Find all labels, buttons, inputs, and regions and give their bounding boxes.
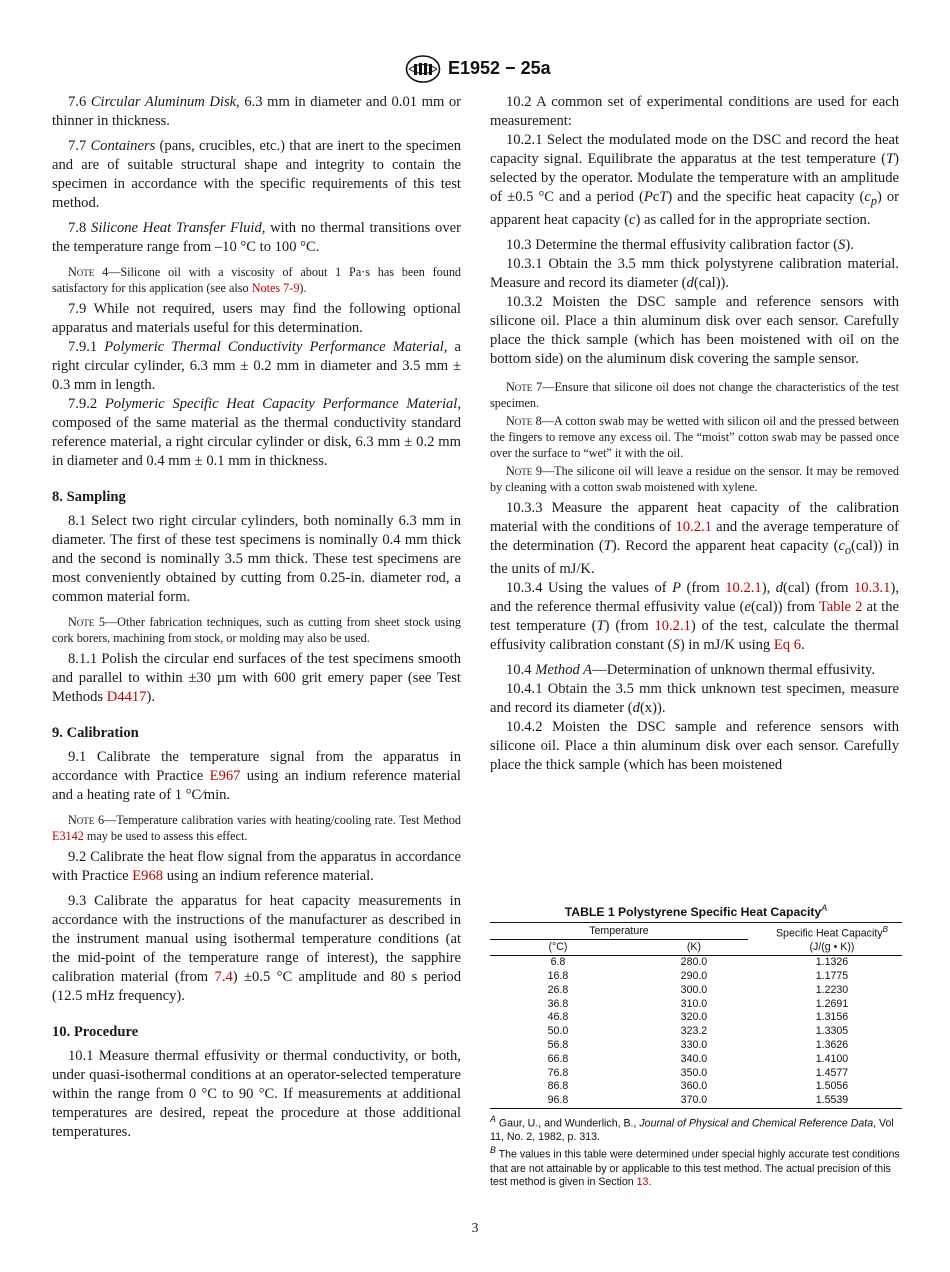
cell-heat-capacity: 1.4577 [815, 1066, 849, 1079]
table-row [490, 1025, 902, 1039]
section-7-7: 7.7 Containers (pans, crucibles, etc.) that are inert to the specimen and are of suitable structural shape and integrity to contain the specimen in accordance with the specific requirements of this test method. [52, 138, 461, 211]
note-8: Note 8—A cotton swab may be wetted with silicon oil and the pressed between the fingers to remove any excess oil. The “moist” cotton swab may be passed once over the surface to “wet” it with the oil. [490, 413, 899, 460]
section-10-2-1: 10.2.1 Select the modulated mode on the DSC and record the heat capacity signal. Equilibrate the apparatus at the test temperature (T) selected by the operator. Modulate the temperature with an amplitude of ±0.5 °C and a period (PcT) and the specific heat capacity $(c_p)$ or apparent heat capacity (c) as called for in the appropriate section. [490, 132, 900, 228]
section-10-4: 10.4 Method A—Determination of unknown thermal effusivity. [506, 661, 875, 678]
heading-sampling: 8. Sampling [52, 489, 126, 505]
cell-heat-capacity: 1.5539 [762, 1094, 902, 1108]
section-10-1: 10.1 Measure thermal effusivity or thermal conductivity, or both, under quasi-isothermal conditions at an operator-selected temperature within the range from 0 °C to 90 °C. If measurements at additional temperatures are desired, repeat the procedure at those additional temperatures. [52, 1048, 461, 1140]
note-7: Note 7—Ensure that silicone oil does not change the characteristics of the test specimen. [490, 379, 900, 410]
cell-kelvin: 360.0 [680, 1080, 708, 1093]
section-8-1: 8.1 Select two right circular cylinders, both nominally 6.3 mm in diameter. The first of these test specimens is nominally 0.4 mm thick and the second is nominally 3.5 mm thick. These test specimens are most conveniently obtained by cutting from 0.25-in. diameter rod, a common material form. [52, 513, 461, 605]
heading-calibration: 9. Calibration [52, 725, 139, 741]
table-title: TABLE 1 Polystyrene Specific Heat Capacity$^A$ [564, 903, 828, 920]
section-10-2-1-link[interactable]: 10.2.1 [675, 518, 712, 535]
right-column [490, 93, 899, 775]
table-row [490, 1080, 902, 1094]
cell-kelvin: 290.0 [680, 969, 708, 982]
cell-celsius: 36.8 [547, 997, 569, 1010]
cell-heat-capacity: 1.1775 [815, 969, 849, 982]
notes-7-9-link[interactable]: Notes 7-9 [251, 281, 300, 295]
e3142-link[interactable]: E3142 [52, 829, 84, 843]
table-footnotes [490, 1113, 902, 1190]
footnote-a: $^A$ Gaur, U., and Wunderlich, B., Journal of Physical and Chemical Reference Data, Vol 11, No. 2, 1982, p. 313. [490, 1113, 894, 1143]
section-10-2-1-link[interactable]: 10.2.1 [725, 579, 762, 596]
note-5: Note 5—Other fabrication techniques, such as cutting from sheet stock using cork borers, machining from stock, or molding may also be used. [52, 615, 461, 645]
cell-celsius: 46.8 [547, 1011, 569, 1024]
note-4: Note 4—Silicone oil with a viscosity of about 1 Pa·s has been found satisfactory for this application (see also Notes 7-9). [52, 265, 462, 295]
section-10-3-3: 10.3.3 Measure the apparent heat capacity of the calibration material with the conditions of 10.2.1 and the average temperature of the determination (T). Record the apparent heat capacity $(c_o(cal))$ in the units of mJ/K. [490, 499, 899, 577]
unit-heat-capacity: (J/(g • K)) [762, 941, 902, 955]
section-10-3-1-link[interactable]: 10.3.1 [853, 579, 891, 596]
section-10-4-1: 10.4.1 Obtain the 3.5 mm thick unknown test specimen, measure and record its diameter (d(x)). [490, 680, 899, 716]
cell-heat-capacity: 1.2230 [815, 983, 849, 996]
table-row [490, 1011, 902, 1025]
cell-kelvin: 323.2 [680, 1025, 708, 1038]
section-10-3-2: 10.3.2 Moisten the DSC sample and reference sensors with silicone oil. Place a thin aluminum disk over each sensor. Carefully place the thick sample (which has been moistened with oil on the bottom side) on the aluminum disk covering the sample sensor. [490, 293, 899, 367]
cell-kelvin: 330.0 [680, 1038, 708, 1051]
section-10-2: 10.2 A common set of experimental conditions are used for each measurement: [490, 94, 899, 129]
section-9-1: 9.1 Calibrate the temperature signal from the apparatus in accordance with Practice E967 using an indium reference material and a heating rate of 1 °C⁄min. [52, 749, 461, 803]
table-row [490, 1039, 902, 1053]
e968-link[interactable]: E968 [132, 868, 164, 884]
cell-celsius: 56.8 [547, 1038, 569, 1051]
section-10-3-4: 10.3.4 Using the values of P (from 10.2.1), d(cal) (from 10.3.1), and the reference thermal effusivity value (e(cal)) from Table 2 at the test temperature (T) (from 10.2.1) of the test, calculate the thermal effusivity calibration constant (S) in mJ/K using Eq 6. [490, 579, 900, 653]
eq-6-link[interactable]: Eq 6 [773, 636, 802, 653]
section-10-3-1: 10.3.1 Obtain the 3.5 mm thick polystyrene calibration material. Measure and record its diameter (d(cal)). [490, 255, 899, 291]
table-row [490, 970, 902, 984]
cell-kelvin: 280.0 [680, 956, 708, 969]
cell-celsius: 6.8 [550, 956, 566, 969]
d4417-link[interactable]: D4417 [106, 689, 147, 705]
page-header [0, 54, 950, 86]
note-6: Note 6—Temperature calibration varies with heating/cooling rate. Test Method E3142 may be used to assess this effect. [52, 813, 462, 843]
note-9: Note 9—The silicone oil will leave a residue on the sensor. It may be removed by cleaning with a cotton swab moistened with xylene. [490, 463, 899, 494]
unit-celsius: (°C) [490, 941, 626, 955]
table-row [490, 1053, 902, 1067]
table-row [490, 1094, 902, 1108]
cell-celsius: 16.8 [547, 969, 569, 982]
cell-kelvin: 300.0 [680, 983, 708, 996]
table-body [490, 956, 902, 1109]
unit-kelvin: (K) [626, 941, 762, 955]
column-header-specific-heat: Specific Heat Capacity$^B$ [762, 923, 902, 942]
cell-celsius: 76.8 [547, 1066, 569, 1079]
table-1-polystyrene-specific-heat [490, 900, 902, 1190]
section-7-4-link[interactable]: 7.4 [214, 969, 233, 985]
astm-logo-icon [405, 54, 441, 84]
section-8-1-1: 8.1.1 Polish the circular end surfaces of the test specimens smooth and parallel to within ±30 µm with 600 grit emery paper (see Test Methods D4417). [52, 651, 461, 705]
table-row [490, 984, 902, 998]
cell-heat-capacity: 1.3305 [815, 1025, 849, 1038]
cell-celsius: 50.0 [547, 1025, 569, 1038]
cell-celsius: 26.8 [547, 983, 569, 996]
cell-heat-capacity: 1.2691 [815, 997, 849, 1010]
section-13-link[interactable]: 13 [636, 1176, 649, 1189]
footnote-b: $^B$ The values in this table were determined under special highly accurate test conditions that are not attainable by or applicable to this test method. The actual precision of this test method is given in Section 13. [490, 1145, 900, 1189]
section-7-6: 7.6 Circular Aluminum Disk, 6.3 mm in diameter and 0.01 mm or thinner in thickness. [52, 94, 462, 129]
e967-link[interactable]: E967 [209, 768, 241, 784]
heading-procedure: 10. Procedure [52, 1024, 139, 1040]
section-7-8: 7.8 Silicone Heat Transfer Fluid, with no thermal transitions over the temperature range from –10 °C to 100 °C. [52, 220, 461, 255]
cell-kelvin: 350.0 [680, 1066, 708, 1079]
section-7-9-2: 7.9.2 Polymeric Specific Heat Capacity Performance Material, composed of the same material as the thermal conductivity standard reference material, a right circular cylinder or disk, 6.3 mm ± 0.2 mm in diameter and 0.4 mm ± 0.1 mm in thickness. [52, 396, 461, 469]
page-number: 3 [471, 1220, 479, 1235]
section-7-9: 7.9 While not required, users may find the following optional apparatus and materials useful for this determination. [52, 301, 461, 336]
document-designation: E1952 − 25a [448, 58, 551, 78]
table-2-link[interactable]: Table 2 [818, 598, 863, 615]
cell-celsius: 96.8 [490, 1094, 626, 1108]
cell-kelvin: 320.0 [680, 1011, 708, 1024]
cell-kelvin: 310.0 [680, 997, 708, 1010]
table-row [490, 1067, 902, 1081]
cell-heat-capacity: 1.3156 [815, 1011, 849, 1024]
section-9-2: 9.2 Calibrate the heat flow signal from the apparatus in accordance with Practice E968 using an indium reference material. [52, 849, 461, 884]
cell-kelvin: 340.0 [680, 1052, 708, 1065]
section-7-9-1: 7.9.1 Polymeric Thermal Conductivity Performance Material, a right circular cylinder, 6.3 mm ± 0.2 mm in diameter and 3.5 mm ± 0.3 mm in length. [52, 339, 461, 393]
cell-kelvin: 370.0 [626, 1094, 762, 1108]
cell-celsius: 66.8 [547, 1052, 569, 1065]
table-row [490, 956, 902, 970]
section-9-3: 9.3 Calibrate the apparatus for heat capacity measurements in accordance with the instructions of the manufacturer as described in the instrument manual using isothermal temperature conditions (at the mid-point of the temperature range of interest), the sapphire calibration material (from 7.4) ±0.5 °C amplitude and 80 s period (12.5 mHz frequency). [52, 893, 461, 1004]
column-header-temperature: Temperature [490, 923, 762, 942]
left-column [52, 93, 461, 1142]
section-10-3: 10.3 Determine the thermal effusivity calibration factor (S). [506, 236, 854, 253]
cell-heat-capacity: 1.4100 [815, 1052, 849, 1065]
section-10-2-1-link[interactable]: 10.2.1 [654, 617, 691, 634]
section-10-4-2: 10.4.2 Moisten the DSC sample and reference sensors with silicone oil. Place a thin aluminum disk over each sensor. Carefully place the thick sample (which has been moistened [490, 718, 899, 773]
cell-heat-capacity: 1.1326 [815, 956, 849, 969]
cell-heat-capacity: 1.5056 [815, 1080, 849, 1093]
table-row [490, 998, 902, 1012]
cell-celsius: 86.8 [547, 1080, 569, 1093]
cell-heat-capacity: 1.3626 [815, 1038, 849, 1051]
